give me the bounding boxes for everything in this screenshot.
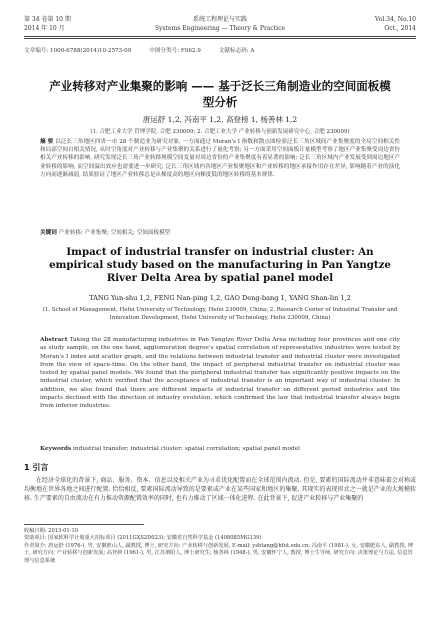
abstract-english	[40, 336, 400, 411]
authors-chinese: 唐运舒 1,2, 冯南平 1,2, 高登榜 1, 杨善林 1,2	[142, 115, 298, 124]
authors-english: TANG Yun-shu 1,2, FENG Nan-ping 1,2, GAO Deng-bang 1, YANG Shan-lin 1,2	[89, 294, 351, 302]
title-chinese: 产业转移对产业集聚的影响 —— 基于泛长三角制造业的空间面板模型分析	[49, 79, 391, 109]
article-number: 文章编号: 1000-6788(2014)10-2573-09	[24, 48, 132, 54]
running-header-line2	[24, 25, 416, 33]
footnote-authors: 作者简介: 唐运舒 (1976-), 男, 安徽淮山人, 副教授, 博士, 研究方向: 产业转移与创新发展, E-mail: yshtang@hfut.edu.cn; 冯南平 (1981-), 女, 安徽肥东人, 副教授, 博士, 研究方向: 产业转移与创新发展; 高登榜 (1961-), 男, 江苏泗阳人, 博士研究生; 杨善林 (1948-), 男, 安徽怀宁人, 教授, 博士生导师, 研究方向: 决策理论与方法, 信息管理与信息系统.	[24, 542, 414, 564]
header-rule-double	[24, 38, 416, 39]
keywords-chinese-text: 产业转移; 产业集聚; 空间相关; 空间面板模型	[58, 230, 171, 236]
keywords-chinese	[40, 228, 400, 236]
abstract-english-text: Taking the 28 manufacturing industries in Pan Yangtze River Delta Area including four provinces and one city as study sample, on the one hand, agglomeration degree's spatial correlation of representative industries were tested by Moran's I index and scatter graph, and the relations between industrial transfer and industrial cluster were investigated from the view of space-time. On the other hand, the impact of peripheral industrial transfer on industrial cluster was tested by spatial panel models. We found that the peripheral industrial transfer has significantly positive impacts on the industrial cluster, which verified that the acceptance of industrial transfer is an important way of industrial cluster. In addition, we also found that there are different impacts of industrial transfer on different period industries and the impacts declined with the direction of industry evolution, which confirmed the law that industrial transfer always begin from inferior industries.	[40, 337, 401, 410]
keywords-chinese-label: 关键词	[40, 230, 57, 236]
footnotes	[24, 528, 416, 565]
header-journal-name-en: Systems Engineering — Theory & Practice	[154, 25, 286, 32]
affiliation-english: (1. School of Management, Hefei University of Technology, Hefei 230009, China; 2. Research Center of Industrial Transfer and Innovation Development, Hefei University of Technology, Hefei 230009, China)	[42, 307, 398, 321]
header-date-en: Oct., 2014	[384, 25, 416, 32]
footnote-rule	[24, 524, 144, 525]
header-journal-name-cn: 系统工程理论与实践	[192, 16, 247, 23]
affiliation-chinese: (1. 合肥工业大学 管理学院, 合肥 230009; 2. 合肥工业大学 产业转移与创新发展研究中心, 合肥 230009)	[90, 129, 350, 135]
abstract-chinese	[40, 138, 400, 179]
keywords-english-label: Keywords	[40, 446, 72, 452]
footnote-received: 收稿日期: 2013-01-10	[24, 528, 79, 534]
header-date-cn: 2014 年 10 月	[24, 25, 65, 32]
footnote-funding: 资助项目: 国家软科学计划重大招标项目 (2011GXS2D023); 安徽省自然科学基金 (1408085MG139)	[24, 535, 262, 542]
intro-paragraph: 在经济全球化的背景下, 商品、服务、资本、信息以及相关产业为寻求优化配置而在全球范围内流动. 但是, 要素的国际流动并非意味着会对称或均衡地在世界各地之间进行配置. 恰恰相反, 要素国际流动导致的是要素或产业在某些国家和地区的集聚. 其现实的表现形式之一就是产业的大规模转移. 生产要素的自由流动在有力推动资源配置效率的同时, 也有力推动了区域一体化进程. 在此背景下, 促进产业转移与产业集聚的	[24, 477, 416, 502]
header-volume: 第 34 卷第 10 期	[24, 16, 71, 23]
header-volume-en: Vol.34, No.10	[375, 16, 416, 23]
abstract-chinese-label: 摘 要	[40, 139, 54, 145]
keywords-english-text: industrial transfer; industrial cluster; spatial correlation; spatial panel model	[73, 446, 301, 452]
keywords-english	[40, 446, 400, 452]
running-header-line1	[24, 16, 416, 24]
article-meta	[24, 46, 416, 54]
header-rule	[24, 36, 416, 37]
section-heading: 1 引言	[24, 463, 49, 472]
abstract-english-label: Abstract	[40, 337, 68, 343]
classification-number: 中图分类号: F062.9	[149, 48, 201, 54]
title-english: Impact of industrial transfer on industrial cluster: An empirical study based on the manufacturing in Pan Yangtze River Delta Area by spatial panel model	[49, 246, 391, 284]
abstract-chinese-text: 以泛长三角地区四省一市 28 个制造业为研究对象, 一方面通过 Moran's I 指数和散点图检验泛长三角区域间产业集聚度的全局空间相关性和局部空间自相关情况, 从时空角度对产业转移与产业集聚的关系进行了量化考察; 另一方面采用空间面板计量模型考察了地区产业集聚受周边省份相关产业转移的影响. 研究发现泛长三角产业转移规模空间变量对周边省份的产业集聚度有着显著的影响; 泛长三角区域内产业发展受到周边地区产业转移的影响, 而空间溢出效应也需要进一步研究; 泛长三角区域内各地区产业集聚地区和产业转移的地区承接作用存在差异, 影响随着产业的演化方向而逐渐减弱, 结果验证了地区产业转移总是从梯度高的地区向梯度低的地区转移的基本规律.	[40, 139, 400, 178]
document-code: 文献标志码: A	[218, 48, 255, 54]
